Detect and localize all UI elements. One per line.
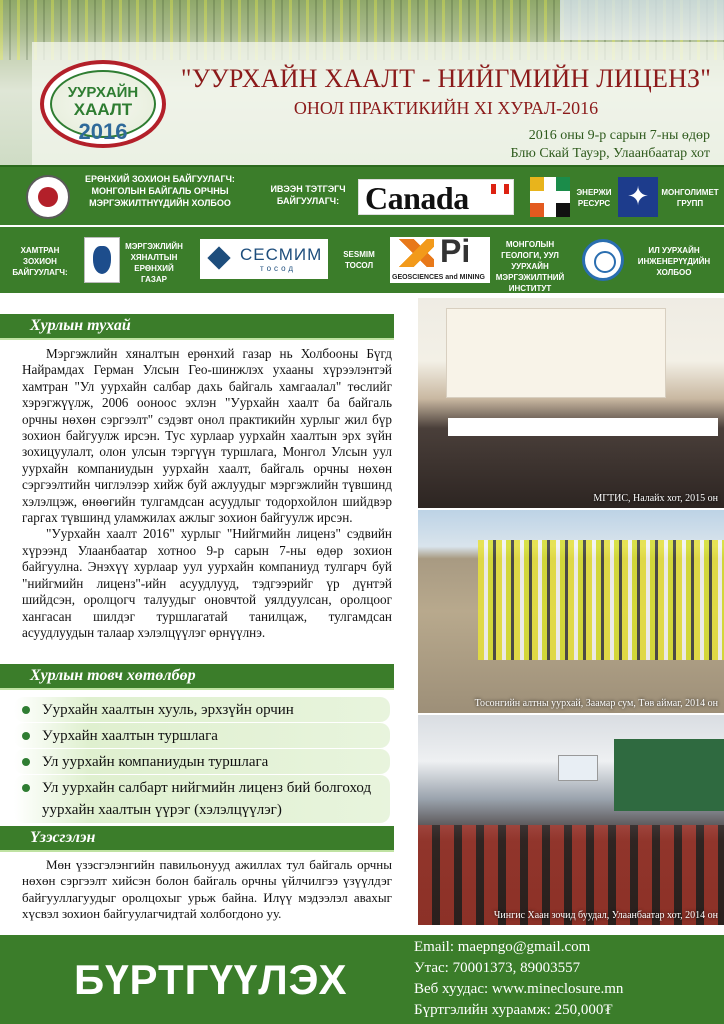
hero-banner — [0, 0, 724, 165]
organizers-band — [0, 165, 724, 293]
energy-resource-logo — [530, 177, 570, 217]
event-logo — [40, 60, 166, 148]
section-heading-program: Хурлын товч хөтөлбөр — [0, 664, 394, 690]
mongolia-env-association-logo — [26, 175, 70, 219]
registration-fee: Бүртгэлийн хураамж: 250,000₮ — [414, 1002, 613, 1018]
photo-caption: Тосонгийн алтны уурхай, Заамар сум, Төв аймаг, 2014 он — [474, 698, 718, 709]
photo-caption: МГТИС, Налайх хот, 2015 он — [593, 493, 718, 504]
mpi-subtext: GEOSCIENCES and MINING — [392, 274, 485, 281]
program-item: Уурхайн хаалтын туршлага — [14, 723, 390, 748]
canada-flag-icon — [491, 184, 509, 194]
canada-text: Canada — [365, 180, 469, 216]
engineers-label: ИЛ УУРХАЙН ИНЖЕНЕРҮҮДИЙН ХОЛБОО — [637, 246, 711, 277]
register-heading: БҮРТГҮҮЛЭХ — [74, 956, 348, 1003]
photo-hotel-conference-2014 — [416, 715, 724, 925]
about-paragraph-1: Мэргэжлийн хяналтын ерөнхий газар нь Холбооны Бүгд Найрамдах Герман Улсын Гео-шинжлэх ухааны хүрээлэнтэй хамтран "Ул уурхайн салбар дахь байгаль хамгаалал" төслийг хэрэгжүүлж, 2006 ооноос эхлэн "Уурхайн хаалт ба байгаль орчны нөхөн сэргээлт" сэдэвт онол практикийн хурлыг жил бүр зохион байгуулж ирсэн. Тус хурлаар уурхайн хаалтын эрх зүйн зохицуулалт, олон улсын тэргүүн туршлага, Монгол Улсын уул уурхайн компаниудын уурхайн хаалт, байгаль орчны нөхөн сэргээлтийн чиглэлээр хийж буй ажлуудыг мэргэжлийн түвшинд хэлэлцэж, өнөөгийн тулгамдсан асуудлыг тодорхойлон шийдвэр гаргах түвшинд уламжилах ажлыг зохион байгуулж ирсэн. — [22, 346, 392, 526]
cesmim-subtext: тосод — [260, 264, 297, 273]
exhibition-text — [22, 857, 392, 923]
mongolimet-star-icon: ✦ — [618, 177, 658, 217]
cesmim-logo — [200, 239, 328, 279]
mpi-logo — [390, 233, 490, 283]
bullet-icon — [22, 732, 30, 740]
contact-phone: Утас: 70001373, 89003557 — [414, 960, 581, 976]
engineers-association-logo — [582, 239, 624, 281]
mpi-mountain-icon — [394, 239, 434, 267]
inspection-agency-label: МЭРГЭЖЛИЙН ХЯНАЛТЫН ЕРӨНХИЙ ГАЗАР — [125, 242, 183, 284]
logo-text-line2: ХААЛТ — [73, 100, 133, 119]
program-item: Ул уурхайн салбарт нийгмийн лиценз бий болгоход уурхайн хаалтын үүрэг (хэлэлцүүлэг) — [14, 775, 390, 823]
contact-email[interactable]: Email: maepngo@gmail.com — [414, 939, 591, 955]
page-subtitle: ОНОЛ ПРАКТИКИЙН XI ХУРАЛ-2016 — [293, 98, 599, 118]
hero-photo-water — [560, 0, 724, 40]
photo-caption: Чингис Хаан зочид буудал, Улаанбаатар хот, 2014 он — [493, 910, 718, 921]
program-item: Ул уурхайн компаниудын туршлага — [14, 749, 390, 774]
contact-website[interactable]: Веб хуудас: www.mineclosure.mn — [414, 981, 624, 997]
event-date: 2016 оны 9-р сарын 7-ны өдөр — [528, 128, 710, 143]
energy-resource-label: ЭНЕРЖИ РЕСУРС — [576, 188, 612, 208]
page-title: "УУРХАЙН ХААЛТ - НИЙГМИЙН ЛИЦЕНЗ" — [180, 64, 712, 93]
logo-text-year: 2016 — [78, 119, 128, 144]
event-venue: Блю Скай Тауэр, Улаанбаатар хот — [510, 146, 710, 161]
sponsor-label: ИВЭЭН ТЭТГЭГЧ БАЙГУУЛАГЧ: — [270, 184, 346, 206]
sesmim-label: SESMIM ТОСОЛ — [343, 250, 375, 270]
general-organizer-label: ЕРӨНХИЙ ЗОХИОН БАЙГУУЛАГЧ: МОНГОЛЫН БАЙГАЛЬ ОРЧНЫ МЭРГЭЖИЛТНҮҮДИЙН ХОЛБОО — [85, 174, 235, 208]
partner-label: ХАМТРАН ЗОХИОН БАЙГУУЛАГЧ: — [12, 246, 68, 277]
about-text — [22, 346, 392, 641]
mongolimet-label: МОНГОЛИМЕТ ГРУПП — [661, 188, 719, 208]
about-paragraph-2: "Уурхайн хаалт 2016" хурлыг "Нийгмийн лиценз" сэдвийн хүрээнд Улаанбаатар хотноо 9-р сарын 7-ны өдөр зохион байгуулна. Энэхүү хурлаар уул уурхайн компаниуд тулгарч буй "нийгмийн лиценз"-ийн асуудлууд, тэдгээрийг үр дүнтэй шийдсэн, оролцогч талуудыг оновчтой уялдуулсан, оролцоог хангасан шилдэг туршлагатай танилцаж, тулгамдсан асуудлуудын талаар хэлэлцүүлэг өрнүүлнэ. — [22, 526, 392, 640]
photo-mine-site-2014 — [416, 510, 724, 713]
mpi-label: МОНГОЛЫН ГЕОЛОГИ, УУЛ УУРХАЙН МЭРГЭЖИЛТНИЙ ИНСТИТУТ — [495, 240, 565, 293]
bullet-icon — [22, 706, 30, 714]
section-heading-about: Хурлын тухай — [0, 314, 394, 340]
mpi-name: Pi — [440, 233, 471, 269]
logo-text-line1: УУРХАЙН — [67, 84, 139, 101]
photo-conference-2015 — [416, 298, 724, 508]
bullet-icon — [22, 758, 30, 766]
cesmim-text: СЕСМИМ — [240, 245, 323, 264]
canada-wordmark — [358, 179, 514, 215]
inspection-agency-emblem — [84, 237, 120, 283]
exhibition-paragraph: Мөн үзэсгэлэнгийн павильонууд ажиллах тул байгаль орчны нөхөн сэргээлт хийсэн болон байгаль орчны үйлчилгээ үзүүлдэг байгууллагуудыг оролцохыг урьж байна. Илүү мэдээлэл авахыг хүсвэл зохион байгуулагчидтай холбогдоно уу. — [22, 857, 392, 922]
bullet-icon — [22, 784, 30, 792]
cesmim-diamond-icon — [207, 246, 230, 269]
section-heading-exhibition: Үзэсгэлэн — [0, 826, 394, 852]
program-item: Уурхайн хаалтын хууль, эрхзүйн орчин — [14, 697, 390, 722]
